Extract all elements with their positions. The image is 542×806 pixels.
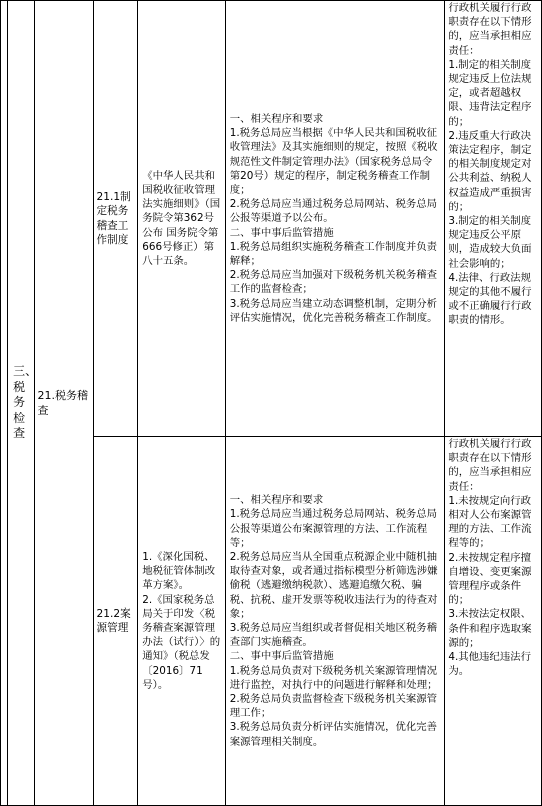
requirements-line: 二、事中事后监管措施: [229, 650, 334, 663]
responsibility-line: 4.法律、行政法规规定的其他不履行或不正确履行行政职责的情形。: [448, 271, 532, 327]
requirements-line: 2.税务总局应当加强对下级税务机关税务稽查工作的监督检查；: [229, 269, 438, 296]
responsibility-cell: [445, 1, 542, 437]
requirements-line: 2.税务总局应当从全国重点税源企业中随机抽取待查对象，或者通过指标模型分析筛选涉嫌偷税（逃避缴纳税款）、逃避追缴欠税、骗税、抗税、虚开发票等税收违法行为的待查对象；: [229, 550, 438, 620]
requirements-line: 3.税务总局负责分析评估实施情况，优化完善案源管理相关制度。: [229, 721, 438, 748]
requirements-line: 2.税务总局应当通过税务总局网站、税务总局公报等渠道予以公布。: [229, 198, 438, 225]
sub-item-cell: 21.1制定税务稽查工作制度: [93, 1, 138, 437]
responsibility-line: 1.未按规定向行政相对人公布案源管理的方法、工作流程等的；: [448, 494, 532, 550]
requirements-line: 一、相关程序和要求: [229, 112, 324, 125]
legal-basis-cell: 《中华人民共和国税收征收管理法实施细则》（国务院令第362号公布 国务院令第666号修正）第八十五条。: [138, 1, 225, 437]
legal-basis-cell: 1.《深化国税、地税征管体制改革方案》。 2.《国家税务总局关于印发〈税务稽查案源管理办法（试行）〉的通知》（税总发〔2016〕71号）。: [138, 437, 225, 806]
requirements-line: 1.税务总局应当根据《中华人民共和国税收征收管理法》及其实施细则的规定，按照《税收规范性文件制定管理办法》（国家税务总局令第20号）规定的程序，制定税务稽查工作制度；: [229, 127, 438, 196]
requirements-line: 1.税务总局负责对下级税务机关案源管理情况进行监控，对执行中的问题进行解释和处理；: [229, 664, 438, 691]
responsibility-line: 2.违反重大行政决策法定程序，制定的相关制度规定对公共利益、纳税人权益造成严重损害的；: [448, 129, 532, 213]
responsibility-cell: [445, 437, 542, 806]
responsibility-line: 2.未按规定程序擅自增设、变更案源管理程序或条件的；: [448, 551, 532, 607]
requirements-cell: [225, 1, 445, 437]
requirements-cell: [225, 437, 445, 806]
responsibility-line: 3.未按法定权限、条件和程序选取案源的；: [448, 608, 532, 649]
requirements-line: 1.税务总局应当通过税务总局网站、税务总局公报等渠道公布案源管理的方法、工作流程等；: [229, 508, 438, 549]
responsibility-line: 3.制定的相关制度规定违反公平原则，造成较大负面社会影响的；: [448, 215, 532, 270]
requirements-line: 3.税务总局应当建立动态调整机制，定期分析评估实施情况，优化完善税务稽查工作制度。: [229, 297, 438, 324]
responsibility-line: 行政机关履行行政职责存在以下情形的，应当承担相应责任：: [448, 438, 532, 493]
responsibility-line: 1.制定的相关制度规定违反上位法规定，或者超越权限、违背法定程序的；: [448, 58, 532, 128]
left-margin-cell: [1, 1, 8, 806]
responsibility-line: 行政机关履行行政职责存在以下情形的，应当承担相应责任：: [448, 2, 532, 57]
sub-item-cell: 21.2案源管理: [93, 437, 138, 806]
responsibility-line: 4.其他违纪违法行为。: [448, 651, 531, 678]
item-cell: 21.税务稽查: [34, 1, 93, 806]
requirements-line: 二、事中事后监管措施: [229, 226, 334, 239]
requirements-line: 3.税务总局应当组织或者督促相关地区税务稽查部门实施稽查。: [229, 622, 438, 649]
table-row: [1, 1, 542, 437]
requirements-line: 1.税务总局组织实施税务稽查工作制度并负责解释；: [229, 240, 438, 267]
category-cell: 三、税务检查: [8, 1, 34, 806]
requirements-line: 一、相关程序和要求: [229, 494, 324, 507]
requirements-line: 2.税务总局负责监督检查下级税务机关案源管理工作；: [229, 693, 438, 720]
